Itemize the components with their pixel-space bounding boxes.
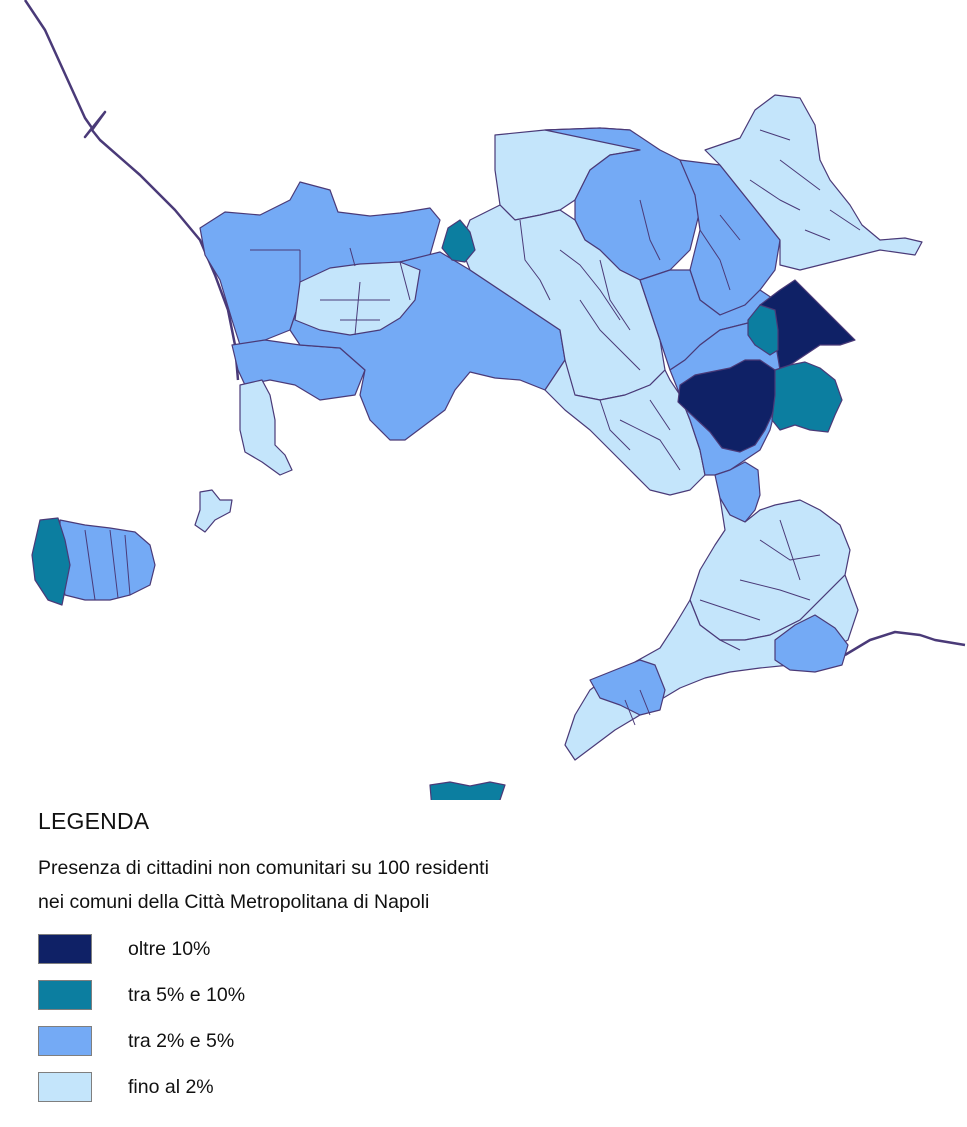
northwest-coastline bbox=[25, 0, 238, 380]
map-legend bbox=[38, 808, 638, 1117]
legend-label: fino al 2% bbox=[128, 1075, 214, 1098]
region-teal-east-2 bbox=[772, 362, 842, 432]
region-capri bbox=[430, 782, 505, 800]
legend-subtitle-line2: nei comuni della Città Metropolitana di Napoli bbox=[38, 891, 430, 913]
legend-item-2-5 bbox=[38, 1025, 638, 1057]
legend-items bbox=[38, 933, 638, 1103]
legend-label: tra 5% e 10% bbox=[128, 983, 246, 1006]
legend-item-oltre-10 bbox=[38, 933, 638, 965]
legend-label: tra 2% e 5% bbox=[128, 1029, 235, 1052]
region-procida bbox=[195, 490, 232, 532]
legend-label: oltre 10% bbox=[128, 937, 211, 960]
legend-swatch-medium bbox=[38, 1026, 92, 1056]
legend-swatch-light bbox=[38, 1072, 92, 1102]
legend-swatch-teal bbox=[38, 980, 92, 1010]
legend-swatch-dark bbox=[38, 934, 92, 964]
legend-title: LEGENDA bbox=[38, 808, 150, 834]
region-ischia-east bbox=[60, 520, 155, 600]
southeast-boundary bbox=[845, 632, 965, 655]
region-miseno bbox=[240, 380, 292, 475]
legend-item-5-10 bbox=[38, 979, 638, 1011]
legend-subtitle-line1: Presenza di cittadini non comunitari su 100 residenti bbox=[38, 857, 489, 879]
legend-item-fino-2 bbox=[38, 1071, 638, 1103]
